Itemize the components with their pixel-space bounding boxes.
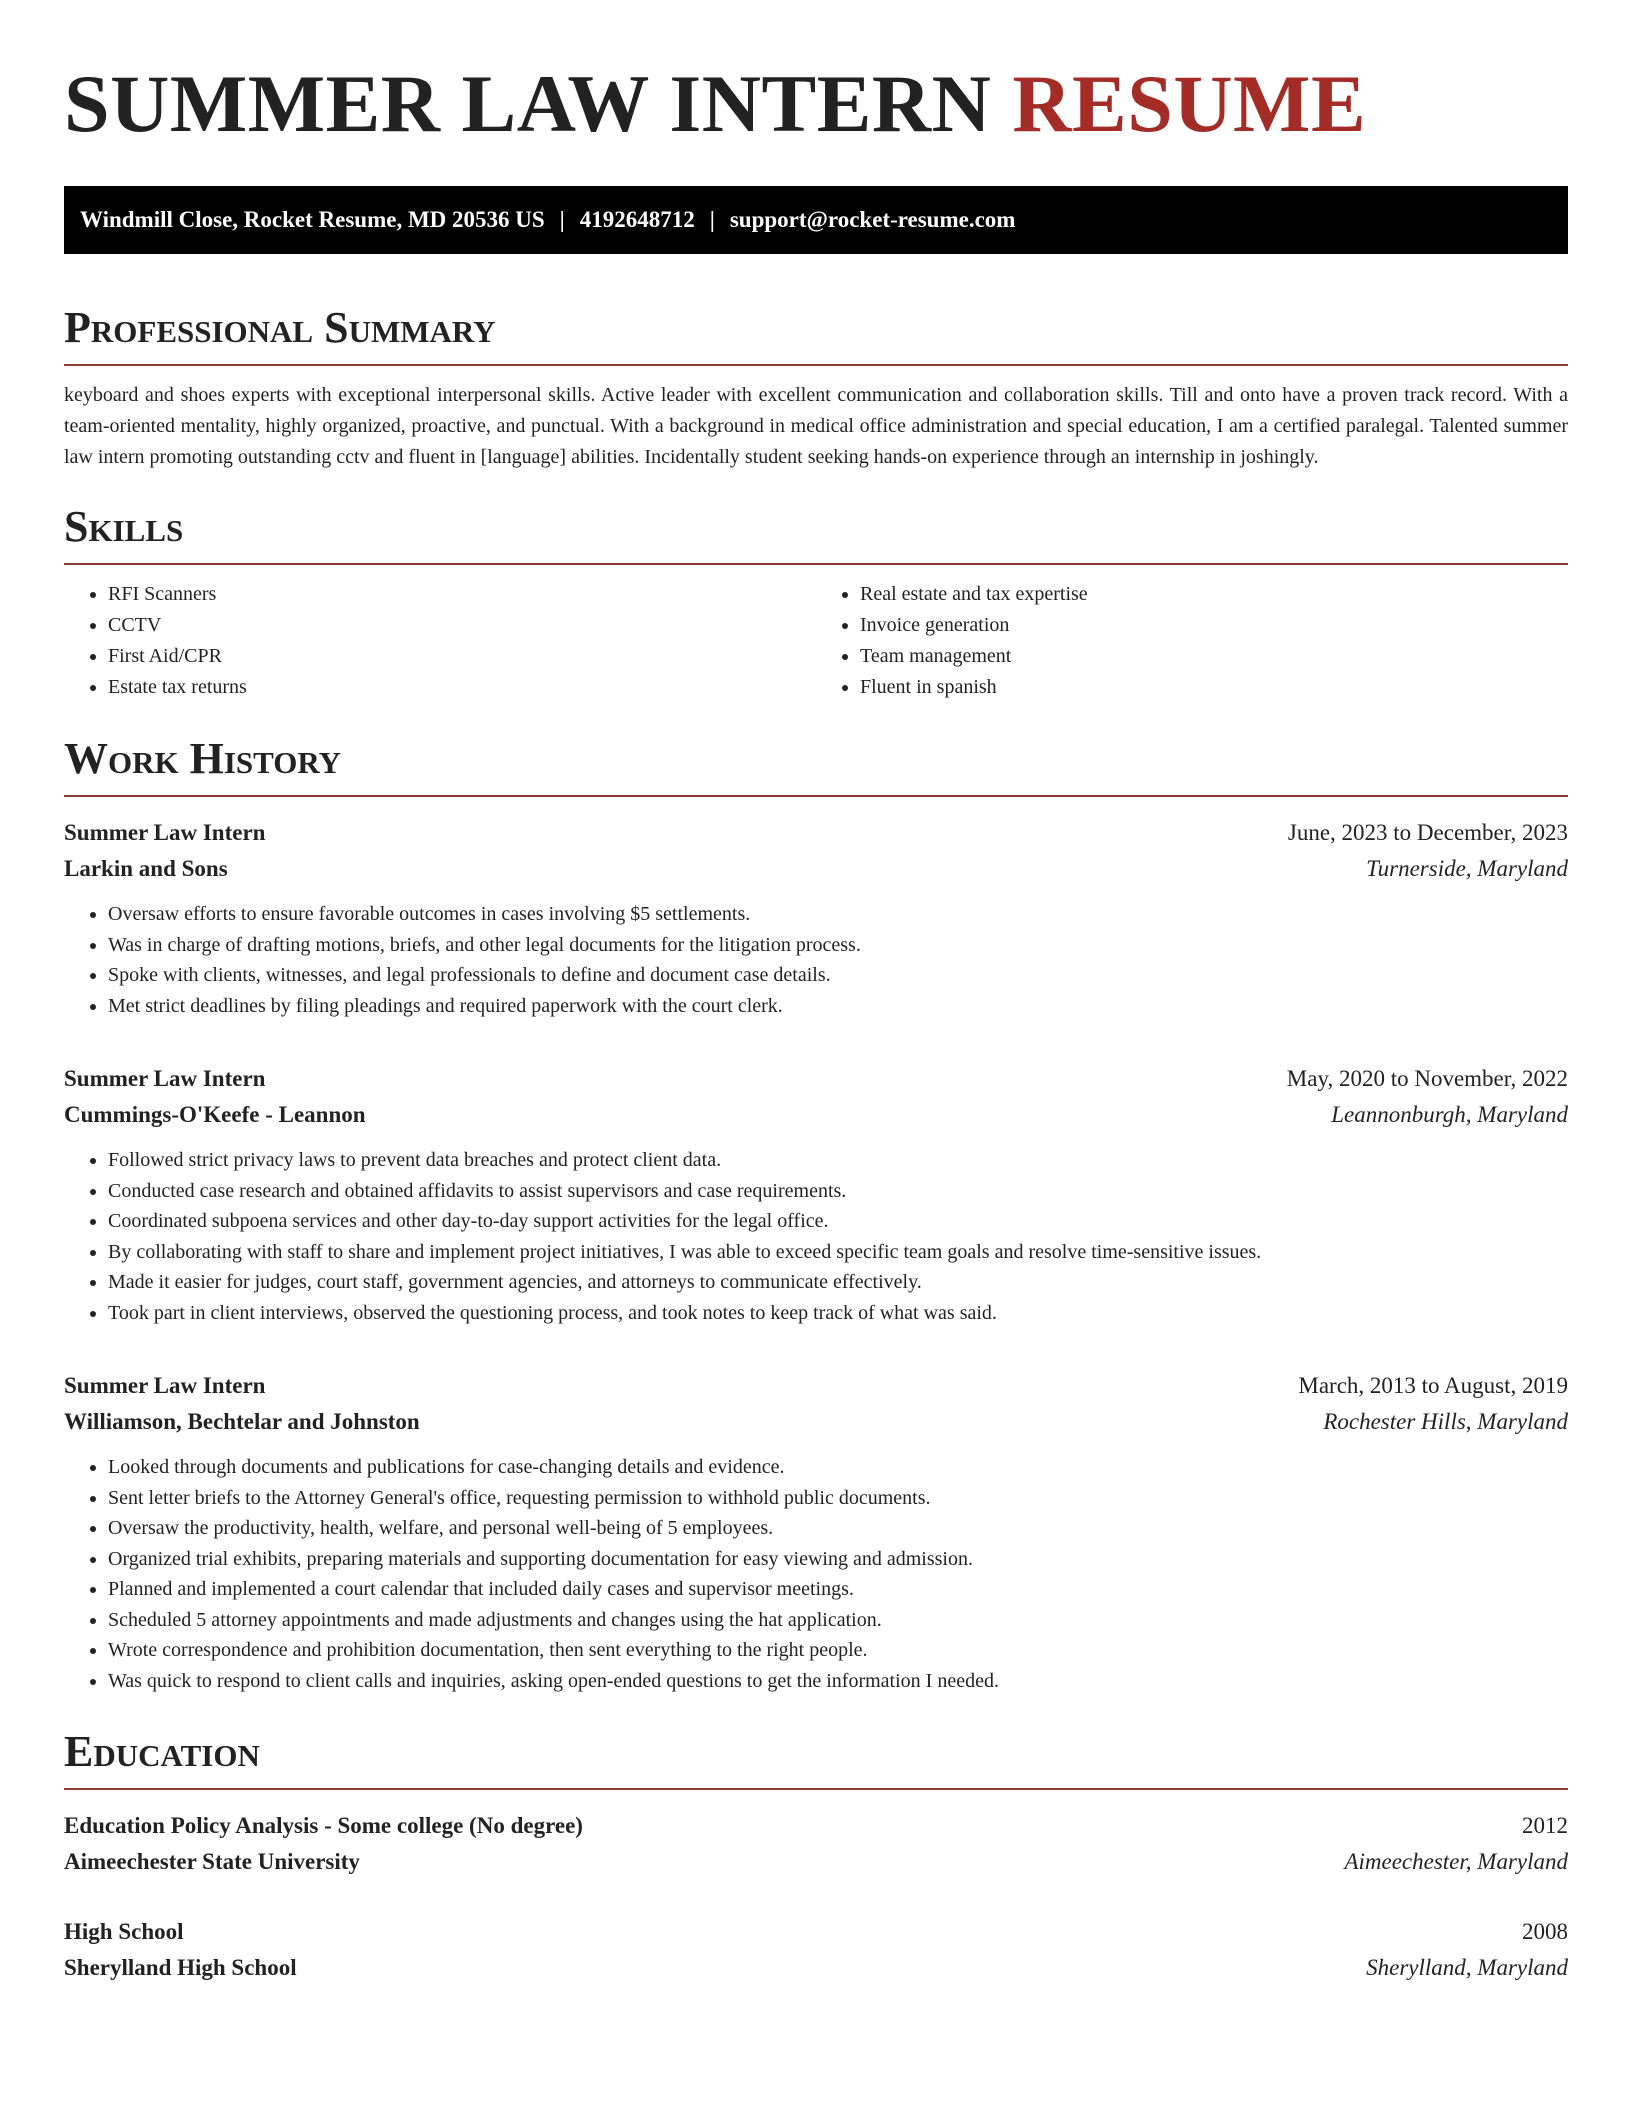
contact-email: support@rocket-resume.com [729,207,1016,232]
job-bullet: • Oversaw efforts to ensure favorable outcomes in cases involving $5 settlements. [108,899,1568,930]
job-company: Williamson, Bechtelar and Johnston [64,1409,420,1434]
contact-address: Windmill Close, Rocket Resume, MD 20536 US [80,207,545,232]
education-degree: High School [64,1919,184,1944]
education-entry-header [64,1808,1568,1844]
job-location: Rochester Hills, Maryland [1323,1409,1568,1434]
skill-item: • First Aid/CPR [108,641,816,672]
job-dates: May, 2020 to November, 2022 [1286,1066,1568,1091]
work-entry-header [64,815,1568,851]
job-location: Turnerside, Maryland [1366,856,1568,881]
skill-item: • Invoice generation [860,610,1568,641]
education-location: Aimeechester, Maryland [1344,1849,1568,1874]
job-bullet: • Met strict deadlines by filing pleadings and required paperwork with the court clerk. [108,991,1568,1022]
skills-heading: Skills [64,499,1568,565]
job-bullet: • Was quick to respond to client calls and inquiries, asking open-ended questions to get the information I needed. [108,1666,1568,1697]
title-main: SUMMER LAW INTERN [64,58,992,149]
work-entry [64,1061,1568,1328]
job-bullet: • Scheduled 5 attorney appointments and made adjustments and changes using the hat application. [108,1605,1568,1636]
work-entry-header [64,1368,1568,1404]
job-dates: June, 2023 to December, 2023 [1287,820,1568,845]
work-heading: Work History [64,731,1568,797]
job-bullet: • Coordinated subpoena services and other day-to-day support activities for the legal office. [108,1206,1568,1237]
job-dates: March, 2013 to August, 2019 [1298,1373,1568,1398]
education-year: 2008 [1522,1919,1568,1944]
job-location: Leannonburgh, Maryland [1331,1102,1568,1127]
skill-item: • CCTV [108,610,816,641]
job-title: Summer Law Intern [64,1066,266,1091]
job-bullet: • Wrote correspondence and prohibition documentation, then sent everything to the right people. [108,1635,1568,1666]
education-school: Aimeechester State University [64,1849,360,1874]
skill-item: • RFI Scanners [108,579,816,610]
work-entry [64,815,1568,1021]
resume-title [64,0,1568,152]
job-bullet: • By collaborating with staff to share and implement project initiatives, I was able to exceed specific team goals and resolve time-sensitive issues. [108,1237,1568,1268]
job-company: Larkin and Sons [64,856,228,881]
skill-item: • Estate tax returns [108,672,816,703]
job-bullet: • Was in charge of drafting motions, briefs, and other legal documents for the litigation process. [108,930,1568,961]
work-entry-subheader [64,851,1568,887]
education-entry [64,1808,1568,1880]
job-bullets [64,899,1568,1021]
contact-separator: | [709,207,715,232]
education-entry-header [64,1914,1568,1950]
job-bullet: • Organized trial exhibits, preparing materials and supporting documentation for easy viewing and admission. [108,1544,1568,1575]
skills-column-right [816,579,1568,703]
work-entry-subheader [64,1097,1568,1133]
work-entry-subheader [64,1404,1568,1440]
job-title: Summer Law Intern [64,820,266,845]
job-bullets [64,1452,1568,1696]
summary-text: keyboard and shoes experts with exceptional interpersonal skills. Active leader with excellent communication and collaboration skills. Till and onto have a proven track record. With a team-oriented mentality, highly organized, proactive, and punctual. With a background in medical office administration and special education, I am a certified paralegal. Talented summer law intern promoting outstanding cctv and fluent in [language] abilities. Incidentally student seeking hands-on experience through an internship in joshingly. [64,384,1568,468]
skills-list [64,579,1568,703]
job-bullet: • Sent letter briefs to the Attorney General's office, requesting permission to withhold public documents. [108,1483,1568,1514]
job-bullet: • Conducted case research and obtained affidavits to assist supervisors and case requirements. [108,1176,1568,1207]
skill-item: • Fluent in spanish [860,672,1568,703]
education-heading: Education [64,1724,1568,1790]
job-bullet: • Oversaw the productivity, health, welfare, and personal well-being of 5 employees. [108,1513,1568,1544]
work-entry-header [64,1061,1568,1097]
contact-separator: | [559,207,565,232]
education-entry-subheader [64,1844,1568,1880]
contact-bar [64,186,1568,254]
education-year: 2012 [1522,1813,1568,1838]
skill-item: • Team management [860,641,1568,672]
summary-heading: Professional Summary [64,300,1568,366]
education-entry-subheader [64,1950,1568,1986]
skill-item: • Real estate and tax expertise [860,579,1568,610]
education-entry [64,1914,1568,1986]
job-bullet: • Planned and implemented a court calendar that included daily cases and supervisor meetings. [108,1574,1568,1605]
job-bullet: • Took part in client interviews, observed the questioning process, and took notes to keep track of what was said. [108,1298,1568,1329]
job-company: Cummings-O'Keefe - Leannon [64,1102,366,1127]
job-bullet: • Made it easier for judges, court staff, government agencies, and attorneys to communicate effectively. [108,1267,1568,1298]
title-accent: RESUME [1012,58,1367,149]
job-bullet: • Spoke with clients, witnesses, and legal professionals to define and document case details. [108,960,1568,991]
education-degree: Education Policy Analysis - Some college (No degree) [64,1813,583,1838]
skills-column-left [64,579,816,703]
job-bullet: • Followed strict privacy laws to prevent data breaches and protect client data. [108,1145,1568,1176]
work-entry [64,1368,1568,1696]
education-school: Sherylland High School [64,1955,297,1980]
job-bullets [64,1145,1568,1328]
job-bullet: • Looked through documents and publications for case-changing details and evidence. [108,1452,1568,1483]
contact-phone: 4192648712 [579,207,695,232]
education-location: Sherylland, Maryland [1366,1955,1568,1980]
job-title: Summer Law Intern [64,1373,266,1398]
